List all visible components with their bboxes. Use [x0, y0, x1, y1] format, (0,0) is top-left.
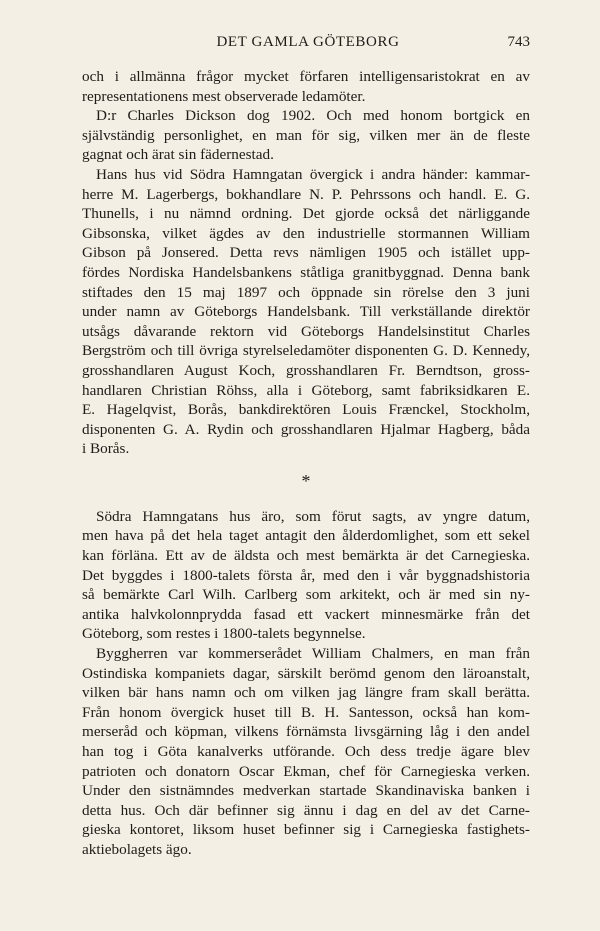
- text-line: D:r Charles Dickson dog 1902. Och med honom bortgick en: [96, 107, 530, 125]
- running-head: [86, 34, 530, 56]
- text-line: Gibson på Jonsered. Detta revs nämligen 1905 och istället upp-: [82, 244, 530, 262]
- text-line: Bergström och till övriga styrelseledamöter disponenten G. D. Kennedy,: [82, 342, 530, 360]
- text-line: självständig personlighet, en man för sig, vilken mer än de fleste: [82, 126, 530, 144]
- text-line: gagnat och ärat sin fädernestad.: [82, 146, 274, 164]
- text-line: antika halvkolonnprydda fasad ett vackert minnesmärke från det: [82, 605, 530, 623]
- text-line: representationens mest observerade ledamöter.: [82, 87, 366, 105]
- text-line: merseråd och köpman, vilkens förnämsta livsgärning låg i den andel: [82, 723, 530, 741]
- paragraph: [82, 165, 530, 459]
- text-line: detta hus. Och där befinner sig ännu i dag en del av det Carne-: [82, 801, 530, 819]
- text-line: under namn av Göteborgs Handelsbank. Till verkställande direktör: [82, 303, 530, 321]
- section-gap: [82, 497, 530, 507]
- text-line: E. Hagelqvist, Borås, bankdirektören Louis Frænckel, Stockholm,: [82, 401, 530, 419]
- running-head-title: DET GAMLA GÖTEBORG: [216, 34, 400, 50]
- text-line: Gibsonska, vilket ägdes av den industrielle stormannen William: [82, 224, 530, 242]
- text-line: Hans hus vid Södra Hamngatan övergick i andra händer: kammar-: [96, 165, 530, 183]
- text-line: Det byggdes i 1800-talets första år, med den i vår byggnadshistoria: [82, 566, 530, 584]
- text-line: Thunells, i nu nämnd ordning. Det gjorde också det närliggande: [82, 205, 530, 223]
- text-line: kan förläna. Ett av de äldsta och mest bemärkta är det Carnegieska.: [82, 547, 530, 565]
- paragraph: [82, 644, 530, 860]
- text-line: Södra Hamngatans hus äro, som förut sagts, av yngre datum,: [96, 507, 530, 525]
- text-line: Från honom övergick huset till B. H. Santesson, också han kom-: [82, 703, 530, 721]
- text-line: patrioten och donatorn Oscar Ekman, chef för Carnegieska verken.: [82, 762, 530, 780]
- text-line: fördes Nordiska Handelsbankens ståtliga granitbyggnad. Denna bank: [82, 263, 530, 281]
- text-line: grosshandlaren August Koch, grosshandlaren Fr. Berndtson, gross-: [82, 361, 530, 379]
- text-line: och i allmänna frågor mycket förfaren intelligensaristokrat en av: [82, 68, 530, 85]
- text-line: herre M. Lagerbergs, bokhandlare N. P. Pehrssons och handl. E. G.: [82, 185, 530, 203]
- text-line: stiftades den 15 maj 1897 och öppnade sin rörelse den 3 juni: [82, 283, 530, 301]
- text-line: han tog i Göta kanalverks utförande. Och dess tredje ägare blev: [82, 743, 530, 760]
- text-line: gieska kontoret, liksom huset befinner sig i Carnegieska fastighets-: [82, 821, 530, 839]
- text-line: vilken bär hans namn och om vilken jag längre fram skall berätta.: [82, 684, 530, 702]
- text-line: Byggherren var kommerserådet William Chalmers, en man från: [96, 645, 530, 663]
- paragraph: [82, 106, 530, 165]
- text-line: Göteborg, som restes i 1800-talets begynnelse.: [82, 625, 366, 643]
- text-line: aktiebolagets ägo.: [82, 840, 192, 858]
- text-line: Ostindiska kompaniets dagar, särskilt berömd genom den läroanstalt,: [82, 664, 530, 682]
- text-line: men hava på det hela taget antagit den ålderdomlighet, som ett sekel: [82, 527, 530, 545]
- paragraph: [82, 507, 530, 644]
- section-separator: *: [301, 470, 311, 491]
- body-text: [82, 67, 530, 860]
- text-line: i Borås.: [82, 440, 130, 458]
- text-line: så bemärkte Carl Wilh. Carlberg som arkitekt, och är med sin ny-: [82, 586, 530, 604]
- paragraph: [82, 67, 530, 106]
- text-line: utsågs dåvarande rektorn vid Göteborgs Handelsinstitut Charles: [82, 322, 530, 340]
- text-line: Under den sistnämndes medverkan startade Skandinaviska banken i: [82, 782, 530, 800]
- text-line: handlaren Christian Röhss, alla i Göteborg, samt fabriksidkaren E.: [82, 381, 530, 399]
- text-line: disponenten G. A. Rydin och grosshandlaren Hjalmar Hagberg, båda: [82, 420, 530, 438]
- page-number: 743: [507, 34, 530, 50]
